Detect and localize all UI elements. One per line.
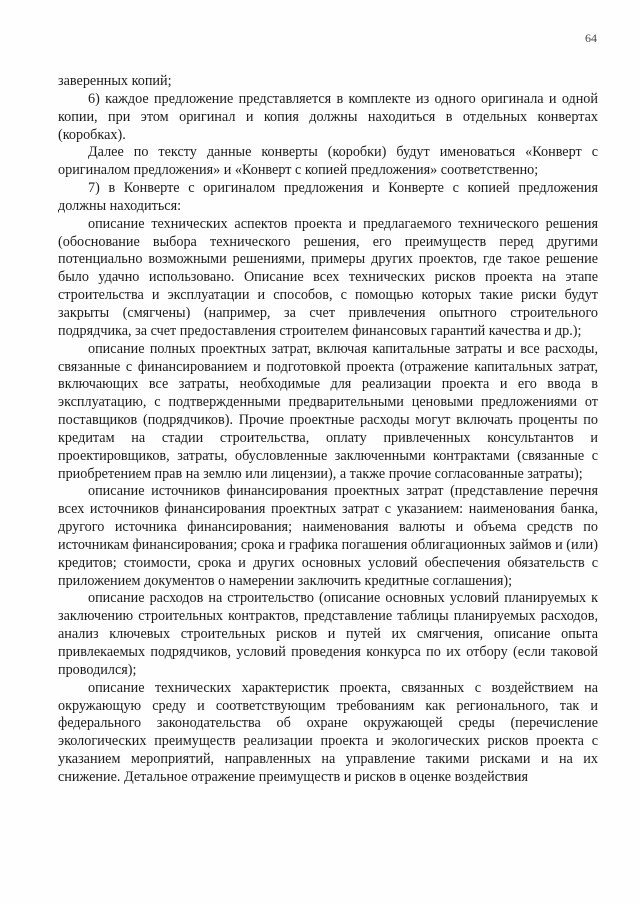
paragraph-project-costs: описание полных проектных затрат, включая капитальные затраты и все расходы, связанные с финансированием и подготовкой проекта (отражение капитальных затрат, включающих все затраты, необходимые для реализации проекта и его ввода в эксплуатацию, с подтвержденными предварительными ценовыми предложениями от поставщиков (подрядчиков). Прочие проектные расходы могут включать проценты по кредитам на стадии строительства, оплату привлеченных консультантов и проектировщиков, затраты, обусловленные заключенными контрактами (связанные с приобретением прав на землю или лицензии), а также прочие согласованные затраты); [58,340,598,482]
paragraph-continuation: заверенных копий; [58,73,172,89]
page-number: 64 [585,31,597,45]
paragraph-technical-aspects: описание технических аспектов проекта и предлагаемого технического решения (обоснование выбора технического решения, его преимуществ перед другими потенциально возможными решениями, примеры других проектов, где такое решение было удачно использовано. Описание всех технических рисков проекта на этапе строительства и эксплуатации и способов, с помощью которых такие риски будут закрыты (смягчены) (например, за счет привлечения опытного строительного подрядчика, за счет предоставления строителем финансовых гарантий качества и др.); [58,215,598,339]
paragraph-envelope-naming: Далее по тексту данные конверты (коробки) будут именоваться «Конверт с оригиналом предложения» и «Конверт с копией предложения» соответственно; [58,144,598,179]
paragraph-construction-costs: описание расходов на строительство (описание основных условий планируемых к заключению строительных контрактов, представление таблицы планируемых расходов, анализ ключевых строительных рисков и путей их смягчения, описание опыта привлекаемых подрядчиков, условий проведения конкурса по их отбору (если таковой проводился); [58,590,598,678]
document-body [58,73,598,787]
paragraph-environmental: описание технических характеристик проекта, связанных с воздействием на окружающую среду и соответствующим требованиям как регионального, так и федерального законодательства об охране окружающей среды (перечисление экологических преимуществ реализации проекта и экологических рисков проекта с указанием мероприятий, направленных на управление такими рисками и на их снижение. Детальное отражение преимуществ и рисков в оценке воздействия [58,679,598,785]
paragraph-financing-sources: описание источников финансирования проектных затрат (представление перечня всех источников финансирования проектных затрат с указанием: наименования банка, другого источника финансирования; наименования валюты и объема средств по источникам финансирования; срока и графика погашения облигационных займов и (или) кредитов; стоимости, срока и других основных условий обеспечения обязательств с приложением документов о намерении заключить кредитные соглашения); [58,483,598,589]
paragraph-item-7: 7) в Конверте с оригиналом предложения и Конверте с копией предложения должны находиться: [58,180,598,214]
paragraph-item-6: 6) каждое предложение представляется в комплекте из одного оригинала и одной копии, при этом оригинал и копия должны находиться в отдельных конвертах (коробках). [58,90,598,143]
